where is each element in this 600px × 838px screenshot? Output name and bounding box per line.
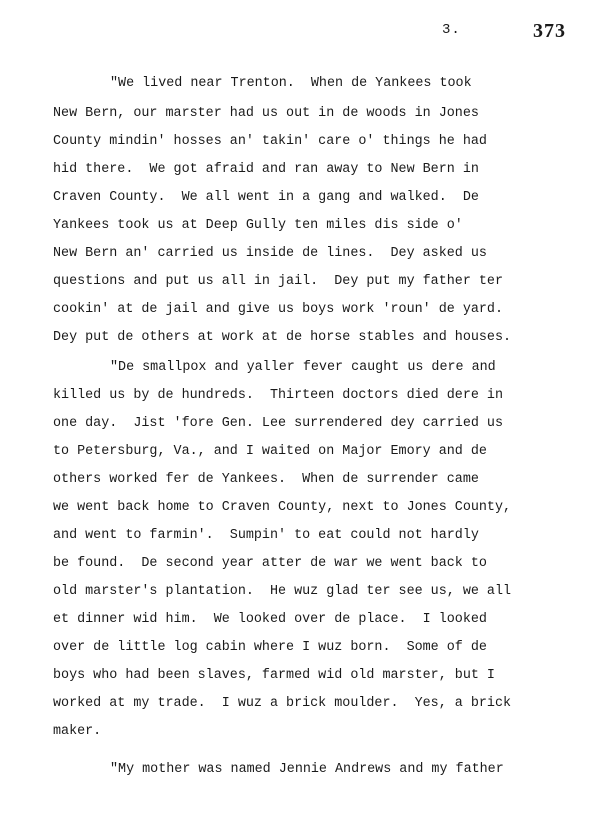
text-line: others worked fer de Yankees. When de surrender came xyxy=(53,472,479,487)
folio-number: 373 xyxy=(533,20,566,42)
text-line: New Bern, our marster had us out in de woods in Jones xyxy=(53,106,479,121)
text-line: boys who had been slaves, farmed wid old marster, but I xyxy=(53,668,495,683)
text-line: "We lived near Trenton. When de Yankees took xyxy=(110,76,472,91)
text-line: maker. xyxy=(53,724,102,739)
text-line: Dey put de others at work at de horse stables and houses. xyxy=(53,330,512,345)
text-line: County mindin' hosses an' takin' care o' things he had xyxy=(53,134,487,149)
text-line: old marster's plantation. He wuz glad ter see us, we all xyxy=(53,584,512,599)
text-line: one day. Jist 'fore Gen. Lee surrendered dey carried us xyxy=(53,416,503,431)
text-line: killed us by de hundreds. Thirteen doctors died dere in xyxy=(53,388,503,403)
text-line: "My mother was named Jennie Andrews and my father xyxy=(110,762,504,777)
text-line: et dinner wid him. We looked over de place. I looked xyxy=(53,612,487,627)
text-line: "De smallpox and yaller fever caught us dere and xyxy=(110,360,496,375)
text-line: questions and put us all in jail. Dey put my father ter xyxy=(53,274,503,289)
text-line: Craven County. We all went in a gang and walked. De xyxy=(53,190,479,205)
text-line: and went to farmin'. Sumpin' to eat could not hardly xyxy=(53,528,479,543)
text-line: to Petersburg, Va., and I waited on Major Emory and de xyxy=(53,444,487,459)
text-line: worked at my trade. I wuz a brick moulder. Yes, a brick xyxy=(53,696,512,711)
text-line: New Bern an' carried us inside de lines. Dey asked us xyxy=(53,246,487,261)
text-line: we went back home to Craven County, next to Jones County, xyxy=(53,500,512,515)
text-line: be found. De second year atter de war we went back to xyxy=(53,556,487,571)
text-line: cookin' at de jail and give us boys work 'roun' de yard. xyxy=(53,302,503,317)
text-line: over de little log cabin where I wuz born. Some of de xyxy=(53,640,487,655)
text-line: hid there. We got afraid and ran away to New Bern in xyxy=(53,162,479,177)
page-number: 3. xyxy=(442,22,461,38)
text-line: Yankees took us at Deep Gully ten miles dis side o' xyxy=(53,218,463,233)
